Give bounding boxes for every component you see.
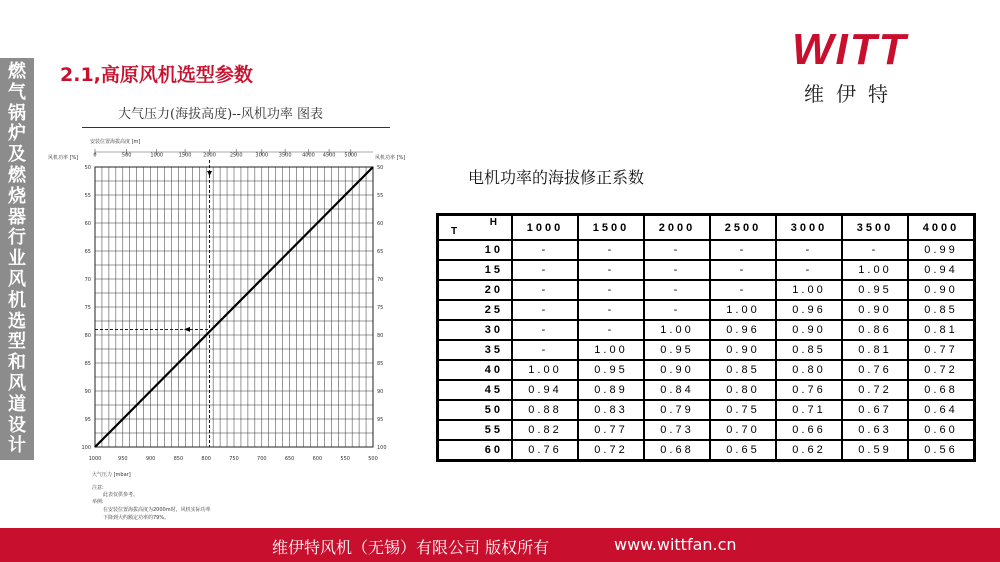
table-cell: 1.00 bbox=[578, 340, 644, 360]
table-row-header: 60 bbox=[438, 440, 512, 460]
table-cell: 0.76 bbox=[842, 360, 908, 380]
altitude-power-chart bbox=[45, 132, 406, 527]
table-cell: 0.72 bbox=[908, 360, 974, 380]
table-header-row bbox=[438, 215, 974, 240]
y-tick-label-left: 60 bbox=[84, 221, 91, 227]
x-tick-label: 600 bbox=[312, 456, 323, 462]
example-title: 举例: bbox=[92, 499, 104, 505]
table-row-header: 20 bbox=[438, 280, 512, 300]
table-cell: 0.81 bbox=[842, 340, 908, 360]
table-cell: - bbox=[512, 280, 578, 300]
altitude-tick-label: 3500 bbox=[278, 152, 292, 159]
table-cell: 0.59 bbox=[842, 440, 908, 460]
table-row bbox=[438, 360, 974, 380]
altitude-tick-label: 1500 bbox=[178, 152, 192, 159]
table-cell: - bbox=[776, 240, 842, 260]
table-row-header: 35 bbox=[438, 340, 512, 360]
table-cell: - bbox=[644, 240, 710, 260]
x-tick-label: 950 bbox=[118, 456, 128, 462]
corner-h-label: H bbox=[489, 217, 497, 228]
table-cell: 1.00 bbox=[776, 280, 842, 300]
table-cell: 0.95 bbox=[644, 340, 710, 360]
table-cell: - bbox=[644, 280, 710, 300]
table-row bbox=[438, 380, 974, 400]
table-cell: 0.99 bbox=[908, 240, 974, 260]
top-axis-label: 安装位置海拔高度 [m] bbox=[90, 139, 141, 145]
table-cell: 0.77 bbox=[908, 340, 974, 360]
table-cell: 0.84 bbox=[644, 380, 710, 400]
table-cell: 0.90 bbox=[776, 320, 842, 340]
table-cell: 0.56 bbox=[908, 440, 974, 460]
x-tick-label: 550 bbox=[340, 456, 350, 462]
table-cell: - bbox=[512, 240, 578, 260]
table-cell: 0.66 bbox=[776, 420, 842, 440]
table-cell: 0.73 bbox=[644, 420, 710, 440]
table-cell: 0.68 bbox=[908, 380, 974, 400]
table-cell: - bbox=[776, 260, 842, 280]
table-cell: - bbox=[644, 260, 710, 280]
sidebar-title: 燃气锅炉及燃烧器行业风机选型和风道设计 bbox=[8, 61, 26, 457]
table-cell: 1.00 bbox=[644, 320, 710, 340]
y-tick-label-left: 90 bbox=[84, 389, 91, 395]
table-cell: - bbox=[842, 240, 908, 260]
table-cell: 0.79 bbox=[644, 400, 710, 420]
x-tick-label: 900 bbox=[145, 456, 156, 462]
logo-subtitle: 维伊特 bbox=[804, 82, 900, 106]
table-row bbox=[438, 280, 974, 300]
table-cell: - bbox=[578, 300, 644, 320]
table-cell: 0.85 bbox=[776, 340, 842, 360]
table-cell: 0.80 bbox=[710, 380, 776, 400]
y-tick-label-right: 70 bbox=[377, 277, 384, 283]
table-cell: 0.68 bbox=[644, 440, 710, 460]
x-tick-label: 650 bbox=[284, 456, 295, 462]
table-col-header: 2500 bbox=[710, 215, 776, 240]
table-cell: - bbox=[512, 340, 578, 360]
table-cell: 0.77 bbox=[578, 420, 644, 440]
table-cell: 0.94 bbox=[908, 260, 974, 280]
table-col-header: 4000 bbox=[908, 215, 974, 240]
table-cell: 0.85 bbox=[710, 360, 776, 380]
table-row bbox=[438, 240, 974, 260]
x-tick-label: 750 bbox=[229, 456, 239, 462]
x-tick-label: 800 bbox=[201, 456, 211, 462]
table-cell: 1.00 bbox=[842, 260, 908, 280]
sidebar-banner bbox=[0, 58, 34, 460]
table-cell: - bbox=[644, 300, 710, 320]
y-tick-label-right: 50 bbox=[377, 165, 384, 171]
altitude-tick-label: 2000 bbox=[203, 152, 216, 159]
altitude-tick-label: 2500 bbox=[229, 152, 243, 159]
y-tick-label-left: 85 bbox=[84, 361, 91, 367]
table-row-header: 50 bbox=[438, 400, 512, 420]
altitude-tick-label: 4000 bbox=[302, 152, 315, 159]
y-tick-label-left: 95 bbox=[84, 417, 91, 423]
table-col-header: 1500 bbox=[578, 215, 644, 240]
logo-wordmark: WITT bbox=[792, 25, 908, 74]
table-cell: 0.72 bbox=[578, 440, 644, 460]
table-cell: 0.81 bbox=[908, 320, 974, 340]
table-cell: 0.76 bbox=[512, 440, 578, 460]
example-left-arrow bbox=[184, 327, 190, 332]
table-cell: 0.90 bbox=[908, 280, 974, 300]
table-cell: - bbox=[710, 260, 776, 280]
table-row bbox=[438, 320, 974, 340]
table-cell: 0.63 bbox=[842, 420, 908, 440]
table-cell: 0.70 bbox=[710, 420, 776, 440]
y-tick-label-right: 60 bbox=[377, 221, 384, 227]
chart-title: 大气压力(海拔高度)--风机功率 图表 bbox=[118, 107, 324, 122]
table-col-header: 1000 bbox=[512, 215, 578, 240]
footer-company: 维伊特风机（无锡）有限公司 版权所有 bbox=[272, 538, 550, 557]
table-row bbox=[438, 340, 974, 360]
altitude-tick-label: 4500 bbox=[322, 152, 336, 159]
table-cell: 0.67 bbox=[842, 400, 908, 420]
table-title: 电机功率的海拔修正系数 bbox=[468, 168, 645, 187]
y-tick-label-right: 75 bbox=[377, 305, 384, 311]
example-down-arrow bbox=[207, 171, 212, 176]
right-axis-label: 风机功率 [%] bbox=[375, 155, 406, 161]
table-cell: 0.88 bbox=[512, 400, 578, 420]
note-text: 此表仅供参考。 bbox=[103, 492, 139, 498]
table-col-header: 3500 bbox=[842, 215, 908, 240]
table-cell: 0.71 bbox=[776, 400, 842, 420]
table-cell: 0.90 bbox=[710, 340, 776, 360]
note-title: 注意: bbox=[92, 485, 104, 491]
table-cell: 0.80 bbox=[776, 360, 842, 380]
x-tick-label: 700 bbox=[257, 456, 267, 462]
table-cell: 0.65 bbox=[710, 440, 776, 460]
table-cell: 0.95 bbox=[578, 360, 644, 380]
table-cell: 0.96 bbox=[710, 320, 776, 340]
table-cell: - bbox=[710, 280, 776, 300]
table-row bbox=[438, 440, 974, 460]
table-cell: 0.82 bbox=[512, 420, 578, 440]
corner-t-label: T bbox=[451, 226, 458, 237]
chart-grid bbox=[95, 152, 373, 447]
table-cell: 0.94 bbox=[512, 380, 578, 400]
table-cell: - bbox=[710, 240, 776, 260]
altitude-tick-label: 0 bbox=[93, 152, 97, 159]
footer-bar bbox=[0, 528, 1000, 562]
table-row-header: 10 bbox=[438, 240, 512, 260]
y-tick-label-right: 100 bbox=[377, 445, 387, 451]
table-cell: 0.96 bbox=[776, 300, 842, 320]
y-tick-label-left: 80 bbox=[84, 333, 91, 339]
table-row bbox=[438, 300, 974, 320]
table-cell: 0.83 bbox=[578, 400, 644, 420]
y-tick-label-right: 95 bbox=[377, 417, 384, 423]
table-row-header: 15 bbox=[438, 260, 512, 280]
altitude-tick-label: 1000 bbox=[150, 152, 164, 159]
bottom-axis-label: 大气压力 [mbar] bbox=[92, 472, 131, 478]
table-row-header: 40 bbox=[438, 360, 512, 380]
table-col-header: 3000 bbox=[776, 215, 842, 240]
page-title: 2.1,高原风机选型参数 bbox=[60, 64, 253, 86]
table-cell: - bbox=[578, 240, 644, 260]
table-cell: - bbox=[512, 300, 578, 320]
table-cell: 0.95 bbox=[842, 280, 908, 300]
y-tick-label-left: 100 bbox=[81, 445, 91, 451]
table-cell: 1.00 bbox=[710, 300, 776, 320]
table-cell: 0.89 bbox=[578, 380, 644, 400]
table-col-header: 2000 bbox=[644, 215, 710, 240]
y-tick-label-right: 90 bbox=[377, 389, 384, 395]
y-tick-label-left: 75 bbox=[84, 305, 91, 311]
table-cell: 0.72 bbox=[842, 380, 908, 400]
example-line-2: 下降到大约额定功率的79%。 bbox=[103, 515, 170, 521]
table-cell: 0.64 bbox=[908, 400, 974, 420]
table-row-header: 25 bbox=[438, 300, 512, 320]
table-cell: - bbox=[512, 260, 578, 280]
y-tick-label-right: 65 bbox=[377, 249, 384, 255]
altitude-tick-label: 3000 bbox=[255, 152, 269, 159]
table-row-header: 30 bbox=[438, 320, 512, 340]
x-tick-label: 850 bbox=[173, 456, 184, 462]
table-cell: - bbox=[578, 320, 644, 340]
y-tick-label-left: 55 bbox=[84, 193, 91, 199]
table-row-header: 55 bbox=[438, 420, 512, 440]
y-tick-label-right: 85 bbox=[377, 361, 384, 367]
table-row-header: 45 bbox=[438, 380, 512, 400]
table-cell: 0.85 bbox=[908, 300, 974, 320]
footer-url-link[interactable]: www.wittfan.cn bbox=[614, 535, 737, 554]
left-axis-label: 风机功率 [%] bbox=[48, 155, 79, 161]
x-tick-label: 500 bbox=[368, 456, 378, 462]
table-cell: 0.62 bbox=[776, 440, 842, 460]
y-tick-label-left: 65 bbox=[84, 249, 91, 255]
table-cell: - bbox=[578, 260, 644, 280]
example-line-1: 在安装位置海拔高度为2000m时，风机实际功率 bbox=[103, 507, 211, 513]
table-cell: 0.76 bbox=[776, 380, 842, 400]
y-tick-label-left: 50 bbox=[84, 165, 91, 171]
table-cell: 0.75 bbox=[710, 400, 776, 420]
table-cell: - bbox=[512, 320, 578, 340]
correction-table bbox=[436, 213, 976, 462]
brand-logo bbox=[792, 25, 942, 108]
y-tick-label-right: 55 bbox=[377, 193, 384, 199]
chart-title-rule bbox=[82, 127, 390, 128]
table-cell: - bbox=[578, 280, 644, 300]
table-row bbox=[438, 260, 974, 280]
y-tick-label-left: 70 bbox=[84, 277, 91, 283]
altitude-tick-label: 500 bbox=[121, 152, 132, 159]
table-row bbox=[438, 400, 974, 420]
correction-table-wrap bbox=[436, 213, 976, 462]
table-cell: 0.90 bbox=[842, 300, 908, 320]
table-row bbox=[438, 420, 974, 440]
x-tick-label: 1000 bbox=[88, 456, 102, 462]
table-corner-cell bbox=[438, 215, 512, 240]
table-cell: 0.86 bbox=[842, 320, 908, 340]
altitude-tick-label: 5000 bbox=[344, 152, 358, 159]
table-cell: 1.00 bbox=[512, 360, 578, 380]
table-cell: 0.60 bbox=[908, 420, 974, 440]
y-tick-label-right: 80 bbox=[377, 333, 384, 339]
table-cell: 0.90 bbox=[644, 360, 710, 380]
